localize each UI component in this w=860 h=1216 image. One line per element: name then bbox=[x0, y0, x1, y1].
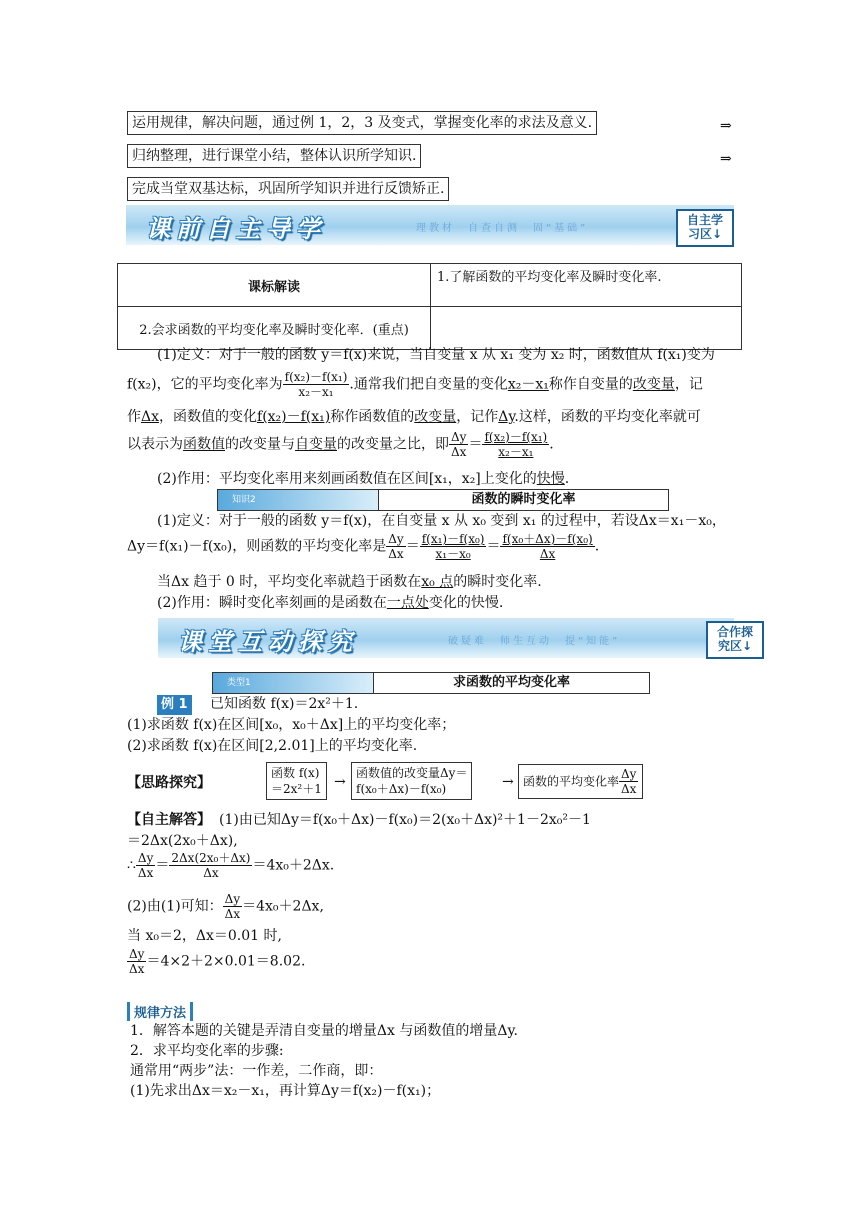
flow-dy-dx: $\frac{\Delta y}{\Delta x}$ bbox=[621, 767, 637, 796]
banner-subtitle: 理教材 自查自测 固“基础” bbox=[416, 223, 589, 234]
flow-arrow-1: → bbox=[334, 774, 346, 790]
step-arrow-2: ⇒ bbox=[720, 151, 732, 167]
self-study-tag[interactable]: 自主学 习区↓ bbox=[676, 209, 734, 247]
step-box-1: 运用规律，解决问题，通过例 1，2，3 及变式，掌握变化率的求法及意义. bbox=[127, 111, 597, 135]
answer-line-3: ∴ $\frac{\Delta y}{\Delta x}$ ＝ $\frac{\text{2Δx(2x₀＋Δx)}}{\Delta x}$ ＝4x₀＋2Δx. bbox=[127, 851, 335, 880]
rule-line-2: 2．求平均变化率的步骤: bbox=[130, 1043, 284, 1059]
flow-box-change: 函数值的改变量Δy＝ f(x₀＋Δx)－f(x₀) bbox=[351, 762, 472, 800]
rule-line-4: (1)先求出Δx＝x₂－x₁，再计算Δy＝f(x₂)－f(x₁)； bbox=[130, 1083, 441, 1099]
answer-line-1: 【自主解答】 (1)由已知Δy＝f(x₀＋Δx)－f(x₀)＝2(x₀＋Δx)²＋1－2x₀²－1 bbox=[127, 812, 591, 828]
flow-box-function: 函数 f(x) ＝2x²＋1 bbox=[266, 762, 327, 800]
banner-title: 课堂互动探究 bbox=[178, 628, 358, 656]
type-1-title: 求函数的平均变化率 bbox=[373, 673, 649, 693]
rule-line-3: 通常用“两步”法：一作差，二作商，即： bbox=[130, 1063, 383, 1079]
example-1-stem: 例 1 已知函数 f(x)＝2x²＋1. bbox=[157, 694, 358, 715]
example-1-q2: (2)求函数 f(x)在区间[2,2.01]上的平均变化率. bbox=[127, 738, 418, 754]
k2-dy-dx: $\frac{\Delta y}{\Delta x}$ bbox=[388, 532, 404, 561]
knowledge-2-bar bbox=[217, 489, 669, 511]
k2-role: (2)作用：瞬时变化率刻画的是函数在一点处变化的快慢. bbox=[157, 595, 504, 611]
k1-def-line-b: f(x₂)，它的平均变化率为 $\frac{\text{f(x₂)－f(x₁)}}{\text{x₂－x₁}}$ .通常我们把自变量的变化x₂－x₁称作自变量的改变量，记 bbox=[127, 370, 703, 399]
knowledge-2-label: 知识2 bbox=[232, 495, 256, 505]
flow-arrow-2: → bbox=[502, 774, 514, 790]
example-badge: 例 1 bbox=[157, 695, 192, 715]
type-1-bar bbox=[212, 672, 650, 694]
thinking-label: 【思路探究】 bbox=[127, 775, 211, 791]
table-header-cell: 课标解读 bbox=[118, 264, 431, 307]
k1-fraction-1: $\frac{\text{f(x₂)－f(x₁)}}{\text{x₂－x₁}}$ bbox=[284, 370, 348, 399]
step-box-2: 归纳整理，进行课堂小结，整体认识所学知识. bbox=[127, 144, 421, 168]
banner-subtitle: 破疑难 师生互动 提“知能” bbox=[448, 636, 621, 647]
k1-dy-dx: $\frac{\Delta y}{\Delta x}$ bbox=[451, 430, 467, 459]
k1-def-line-c: 作Δx，函数值的变化f(x₂)－f(x₁)称作函数值的改变量，记作Δy.这样，函数的平均变化率就可 bbox=[127, 409, 701, 425]
table-empty-cell bbox=[431, 307, 742, 350]
k1-def-line-d: 以表示为函数值的改变量与自变量的改变量之比，即 $\frac{\Delta y}{\Delta x}$ ＝ $\frac{\text{f(x₂)－f(x₁)}}{\text{x₂－x₁}}$ . bbox=[127, 430, 554, 459]
example-1-q1: (1)求函数 f(x)在区间[x₀，x₀＋Δx]上的平均变化率； bbox=[127, 717, 456, 733]
step-arrow-1: ⇒ bbox=[720, 118, 732, 134]
standards-table bbox=[117, 263, 742, 350]
knowledge-2-title: 函数的瞬时变化率 bbox=[378, 490, 668, 510]
k2-def-line-a: (1)定义：对于一般的函数 y＝f(x)，在自变量 x 从 x₀ 变到 x₁ 的过程中，若设Δx＝x₁－x₀， bbox=[157, 513, 726, 529]
section-banner-preview bbox=[126, 205, 734, 245]
answer-line-2: ＝2Δx(2x₀＋Δx), bbox=[127, 833, 238, 849]
k2-limit: 当Δx 趋于 0 时，平均变化率就趋于函数在x₀ 点的瞬时变化率. bbox=[157, 574, 542, 590]
k1-def-line-a: (1)定义：对于一般的函数 y＝f(x)来说，当自变量 x 从 x₁ 变为 x₂ 时，函数值从 f(x₁)变为 bbox=[157, 347, 715, 363]
table-item-1: 1.了解函数的平均变化率及瞬时变化率. bbox=[431, 264, 742, 307]
answer-line-6: $\frac{\Delta y}{\Delta x}$ ＝4×2＋2×0.01＝8.02. bbox=[129, 947, 306, 976]
section-banner-class bbox=[158, 618, 734, 658]
rule-line-1: 1．解答本题的关键是弄清自变量的增量Δx 与函数值的增量Δy. bbox=[130, 1023, 518, 1039]
k1-fraction-2: $\frac{\text{f(x₂)－f(x₁)}}{\text{x₂－x₁}}$ bbox=[484, 430, 548, 459]
k2-def-line-b: Δy＝f(x₁)－f(x₀)，则函数的平均变化率是 $\frac{\Delta y}{\Delta x}$ ＝ $\frac{\text{f(x₁)－f(x₀)}}{\text{x₁－x₀}}$ ＝ $\frac{\text{f(x₀＋Δx)－f(x₀)}}{\Delta x}$ . bbox=[127, 532, 600, 561]
step-box-3: 完成当堂双基达标，巩固所学知识并进行反馈矫正. bbox=[127, 177, 449, 201]
k2-fraction-2: $\frac{\text{f(x₀＋Δx)－f(x₀)}}{\Delta x}$ bbox=[502, 532, 593, 561]
type-1-label: 类型1 bbox=[227, 678, 251, 688]
banner-title: 课前自主导学 bbox=[146, 215, 326, 243]
k1-role: (2)作用：平均变化率用来刻画函数值在区间[x₁，x₂]上变化的快慢. bbox=[157, 471, 570, 487]
rule-method-title: 规律方法 bbox=[127, 1002, 193, 1021]
flow-box-rate: 函数的平均变化率 $\frac{\Delta y}{\Delta x}$ bbox=[518, 764, 643, 799]
cooperative-tag[interactable]: 合作探 究区↓ bbox=[706, 621, 764, 659]
table-item-2: 2.会求函数的平均变化率及瞬时变化率．(重点) bbox=[118, 307, 431, 350]
k2-fraction-1: $\frac{\text{f(x₁)－f(x₀)}}{\text{x₁－x₀}}$ bbox=[421, 532, 485, 561]
answer-line-5: 当 x₀＝2，Δx＝0.01 时, bbox=[127, 928, 282, 944]
answer-line-4: (2)由(1)可知： $\frac{\Delta y}{\Delta x}$ ＝4x₀＋2Δx, bbox=[127, 892, 324, 921]
